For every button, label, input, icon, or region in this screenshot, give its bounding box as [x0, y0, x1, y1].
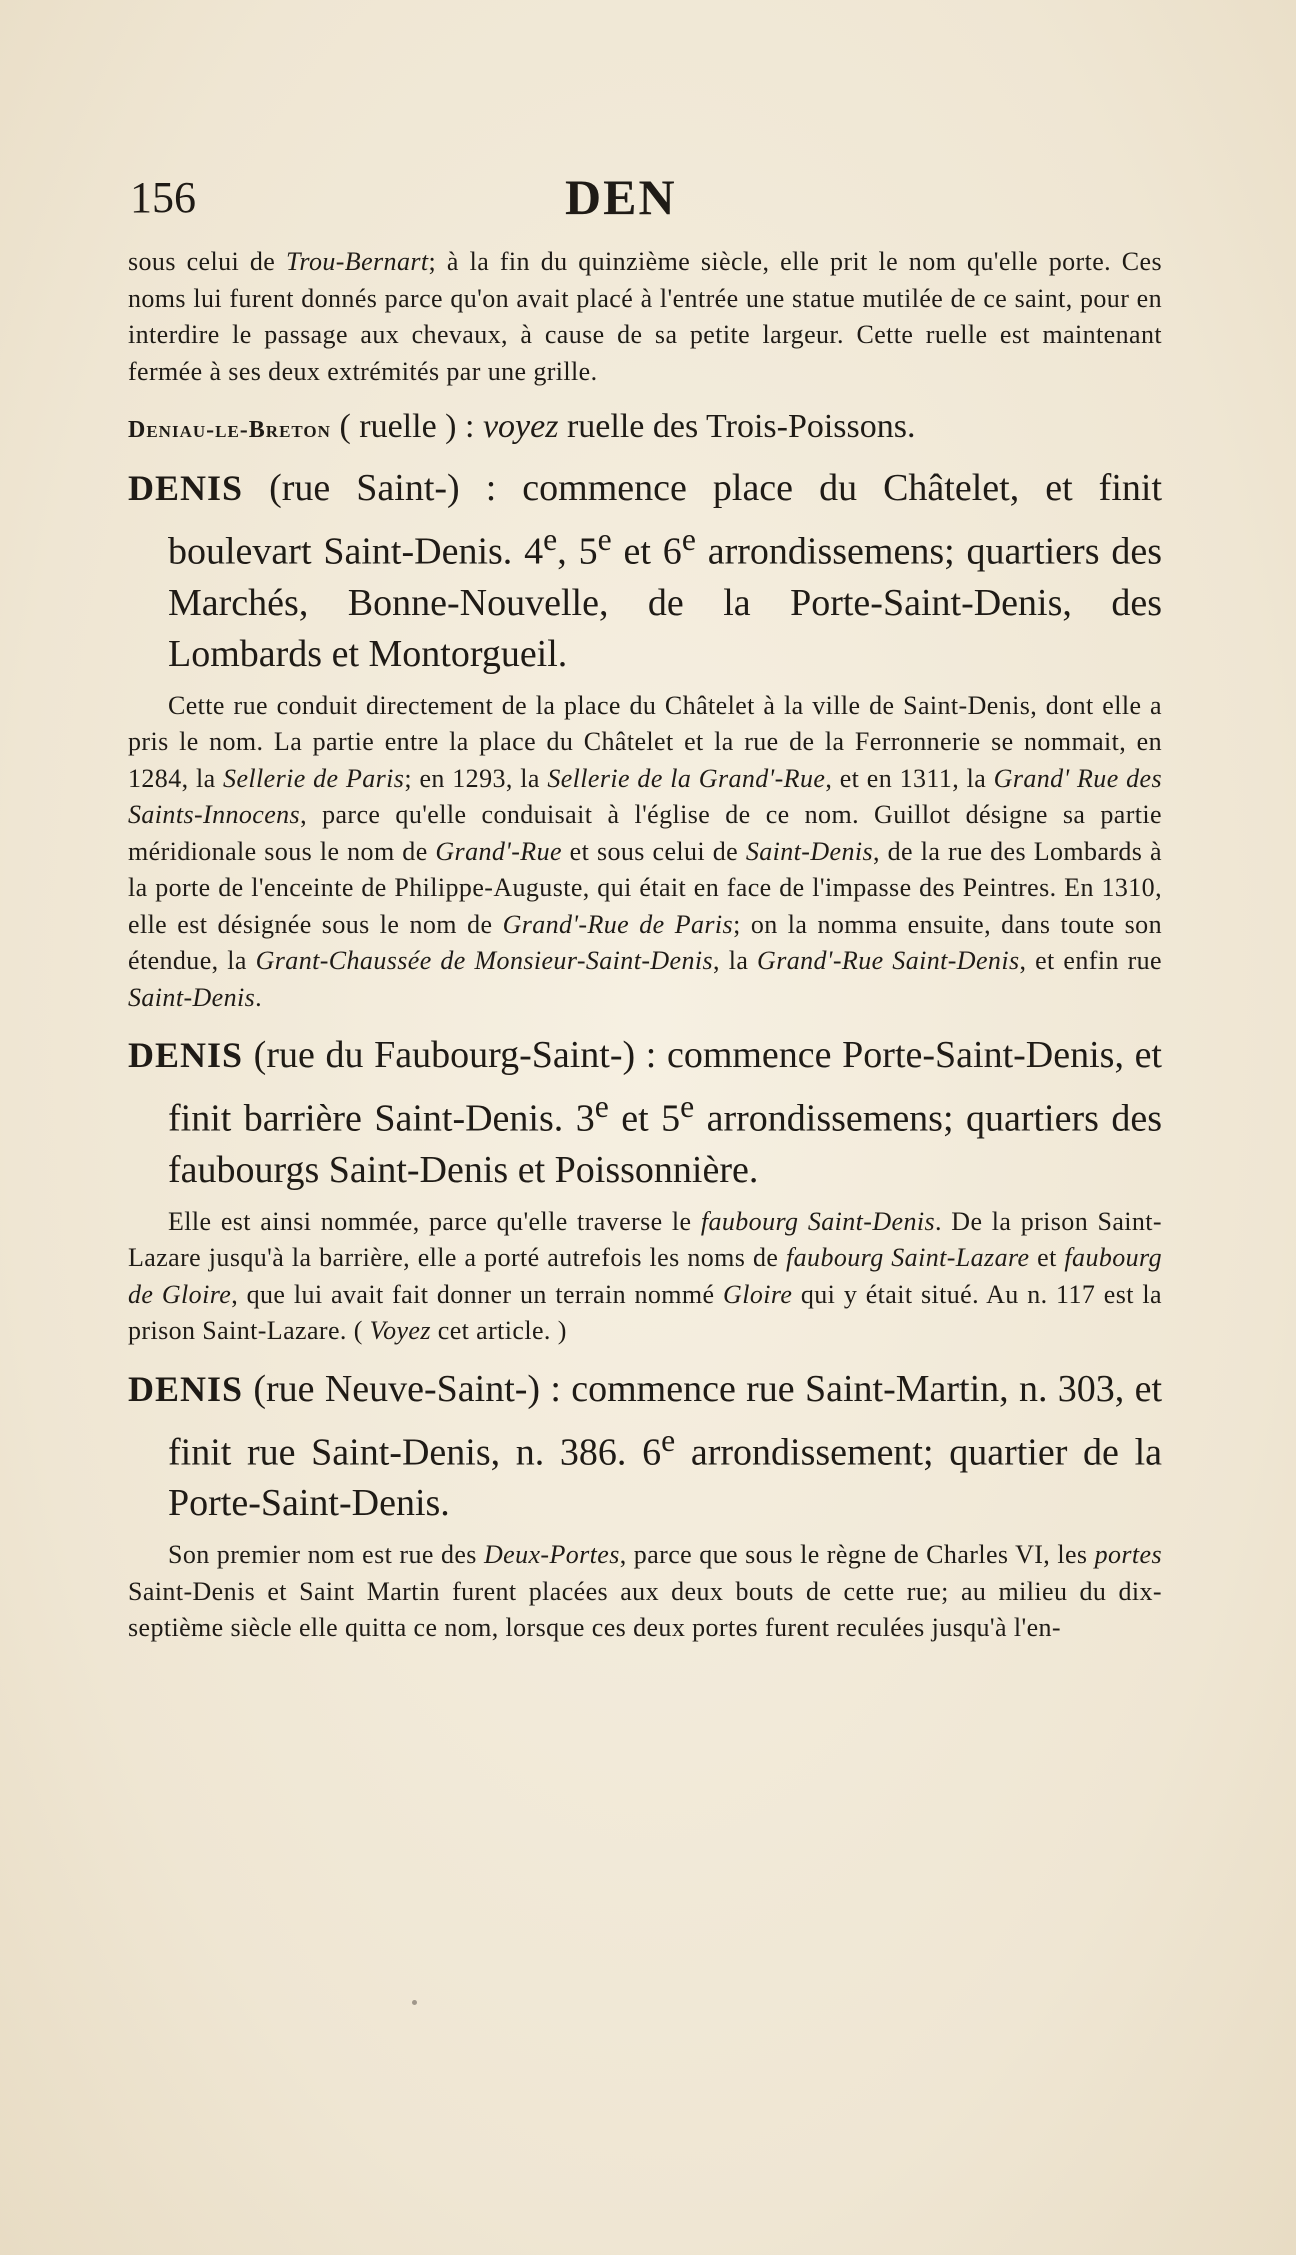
entry-rue-du-faubourg-saint-denis — [128, 1030, 1162, 1196]
italic-run: portes — [1094, 1540, 1162, 1570]
entry-deniau-le-breton — [128, 404, 1162, 453]
italic-run: Sellerie de la Grand'-Rue — [547, 763, 826, 793]
superscript: e — [543, 522, 558, 557]
italic-run: Trou-Bernart — [285, 247, 429, 276]
text-run: arrondissemens; quartiers des Marchés, Bonne-Nouvelle, de la Porte-Saint-Denis, des Lombards et Montorgueil. — [168, 530, 1163, 675]
headword: DENIS — [128, 1035, 244, 1076]
page-body — [128, 244, 1162, 1647]
page-number: 156 — [130, 173, 196, 222]
intro-paragraph — [128, 244, 1162, 390]
paragraph-neuve-saint-denis — [128, 1537, 1162, 1647]
paragraph-faubourg-saint-denis — [128, 1204, 1162, 1350]
italic-run: faubourg Saint-Lazare — [786, 1243, 1030, 1273]
italic-run: Grant-Chaussée de Monsieur-Saint-Denis — [255, 946, 714, 976]
headword: DENIS — [128, 1368, 244, 1409]
text-run: ; en 1293, la — [404, 763, 548, 793]
text-run: ; à la fin du quinzième siècle, elle prit le nom qu'elle porte. Ces noms lui furent donnés parce qu'on avait placé à l'entrée une statue mutilée de ce saint, pour en interdire le passage aux chevaux, à cause de sa petite largeur. Cette ruelle est maintenant fermée à ses deux extrémités par une grille. — [128, 247, 1162, 386]
text-run: (rue du Faubourg-Saint-) : commence Porte-Saint-Denis, et finit barrière Saint-Denis. 3 — [168, 1034, 1162, 1140]
superscript: e — [681, 522, 696, 557]
italic-run: Deux-Portes — [483, 1540, 620, 1570]
text-run: et 5 — [608, 1097, 681, 1140]
running-head: DEN — [565, 169, 677, 225]
superscript: e — [597, 522, 612, 557]
text-run: Saint-Denis et Saint Martin furent placées aux deux bouts de cette rue; au milieu du dix-septième siècle elle quitta ce nom, lorsque ces deux portes furent reculées jusqu'à l'en- — [128, 1576, 1162, 1643]
ink-speck — [412, 2000, 417, 2005]
text-run: Cette rue conduit directement de la place du Châtelet à la ville de Saint-Denis, dont elle a pris le nom. La partie entre la place du Châtelet et la rue de la Ferronnerie se nommait, en 1284, la — [128, 690, 1162, 793]
text-run: ( ruelle ) : — [330, 408, 483, 445]
text-run: arrondissemens; quartiers des faubourgs Saint-Denis et Poissonnière. — [168, 1097, 1163, 1191]
text-run: . — [255, 982, 263, 1012]
text-run: , que lui avait fait donner un terrain nommé — [231, 1279, 724, 1309]
text-run: ruelle des Trois-Poissons. — [558, 408, 916, 445]
text-run: et sous celui de — [561, 836, 746, 866]
italic-run: Gloire — [723, 1279, 793, 1309]
text-run: (rue Saint-) : commence place du Châtelet, et finit boulevart Saint-Denis. 4 — [168, 467, 1162, 573]
text-run: , parce que sous le règne de Charles VI, les — [619, 1540, 1095, 1570]
italic-run: Voyez — [369, 1316, 431, 1346]
entry-rue-saint-denis — [128, 463, 1162, 680]
superscript: e — [594, 1089, 609, 1125]
text-run: et — [1029, 1243, 1065, 1273]
italic-run: Saint-Denis — [128, 982, 256, 1012]
text-run: ; on la nomma ensuite, dans toute son étendue, la — [128, 909, 1162, 976]
italic-run: faubourg Saint-Denis — [700, 1206, 935, 1236]
text-run: sous celui de — [128, 247, 286, 276]
text-run: (rue Neuve-Saint-) : commence rue Saint-Martin, n. 303, et finit rue Saint-Denis, n. 386. 6 — [168, 1367, 1162, 1474]
italic-run: Grand'-Rue de Paris — [502, 909, 734, 939]
italic-run: Sellerie de Paris — [223, 763, 405, 793]
text-run: , parce qu'elle conduisait à l'église de ce nom. Guillot désigne sa partie méridionale sous le nom de — [128, 800, 1162, 866]
text-run: cet article. ) — [430, 1316, 567, 1346]
italic-run: voyez — [482, 408, 559, 445]
text-run: . De la prison Saint-Lazare jusqu'à la barrière, elle a porté autrefois les noms de — [128, 1206, 1162, 1273]
italic-run: Grand' Rue des Saints-Innocens — [128, 763, 1162, 830]
text-run: , et en 1311, la — [825, 763, 994, 793]
text-run: , la — [713, 946, 758, 976]
text-run: Elle est ainsi nommée, parce qu'elle traverse le — [168, 1206, 701, 1236]
text-run: arrondissement; quartier de la Porte-Saint-Denis. — [168, 1431, 1162, 1525]
text-run: Son premier nom est rue des — [168, 1540, 484, 1570]
headword: Deniau-le-Breton — [128, 417, 331, 443]
italic-run: Saint-Denis — [745, 836, 873, 866]
text-run: qui y était situé. Au n. 117 est la prison Saint-Lazare. ( — [128, 1279, 1162, 1346]
text-run: , 5 — [557, 530, 598, 573]
headword: DENIS — [128, 468, 244, 508]
italic-run: Grand'-Rue — [435, 836, 562, 866]
superscript: e — [680, 1089, 695, 1125]
page-header — [130, 168, 1160, 238]
superscript: e — [661, 1422, 676, 1458]
text-run: , de la rue des Lombards à la porte de l'enceinte de Philippe-Auguste, qui était en face de l'impasse des Peintres. En 1310, elle est désignée sous le nom de — [128, 836, 1162, 939]
italic-run: faubourg de Gloire — [128, 1243, 1162, 1309]
text-run: , et enfin rue — [1019, 946, 1162, 976]
paragraph-rue-saint-denis — [128, 688, 1162, 1017]
entry-rue-neuve-saint-denis — [128, 1364, 1162, 1530]
italic-run: Grand'-Rue Saint-Denis — [757, 946, 1020, 976]
text-run: et 6 — [611, 530, 682, 573]
